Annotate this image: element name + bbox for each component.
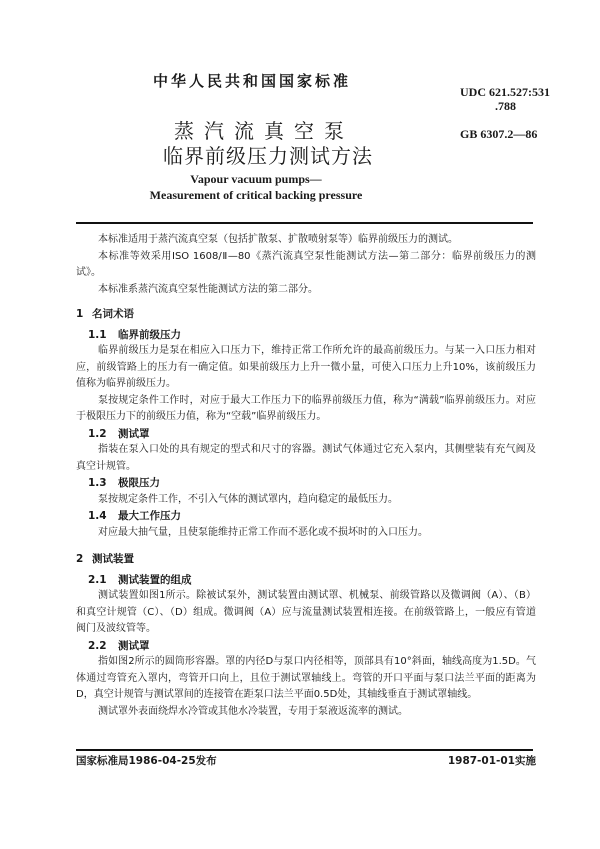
document-body xyxy=(76,232,536,720)
title-cn-line-1: 蒸汽流真空泵 xyxy=(174,119,354,143)
section-heading: 2 测试装置 xyxy=(76,553,134,565)
section-heading: 1 名词术语 xyxy=(76,308,134,320)
paragraph: 指如图2所示的圆筒形容器。罩的内径D与泵口内径相等，顶部具有10°斜面，轴线高度为1.5D。气体通过弯管充入罩内，弯管开口向上，且位于测试罩轴线上。弯管的开口平面与泵口法兰平面的距离为D，真空计规管与测试罩间的连接管在距泵口法兰平面0.5D处，其轴线垂直于测试罩轴线。 xyxy=(76,656,536,700)
national-standard-label: 中华人民共和国国家标准 xyxy=(152,72,351,90)
paragraph: 测试罩外表面绕焊水冷管或其他水冷装置，专用于泵液返流率的测试。 xyxy=(98,705,408,717)
standard-number: GB 6307.2—86 xyxy=(460,127,538,141)
title-en-line-1: Vapour vacuum pumps— xyxy=(190,172,322,186)
udc-line-2: .788 xyxy=(495,99,516,113)
bottom-rule xyxy=(76,749,533,751)
paragraph: 临界前级压力是泵在相应入口压力下，维持正常工作所允许的最高前级压力。与某一入口压力相对应，前级管路上的压力有一确定值。如果前级压力上升一微小量，可使入口压力上升10%，该前级压力值称为临界前级压力。 xyxy=(76,345,536,389)
udc-code xyxy=(460,85,550,113)
footer xyxy=(76,753,536,768)
title-cn-line-2: 临界前级压力测试方法 xyxy=(163,144,373,168)
paragraph: 对应最大抽气量，且使泵能维持正常工作而不恶化或不损坏时的入口压力。 xyxy=(98,526,428,538)
intro-paragraph: 本标准系蒸汽流真空泵性能测试方法的第二部分。 xyxy=(98,283,318,295)
subsection-heading: 1.2 测试罩 xyxy=(88,427,150,440)
udc-line-1: UDC 621.527:531 xyxy=(460,85,550,99)
subsection-heading: 2.1 测试装置的组成 xyxy=(88,573,192,586)
paragraph: 泵按规定条件工作，不引入气体的测试罩内，趋向稳定的最低压力。 xyxy=(98,493,398,505)
effective-date: 1987-01-01实施 xyxy=(447,755,536,767)
title-en-line-2: Measurement of critical backing pressure xyxy=(149,188,363,202)
paragraph: 泵按规定条件工作时，对应于最大工作压力下的临界前级压力值，称为“满载”临界前级压力。对应于极限压力下的前级压力值，称为“空载”临界前级压力。 xyxy=(76,394,536,422)
subsection-heading: 1.4 最大工作压力 xyxy=(88,510,181,522)
subsection-heading: 1.1 临界前级压力 xyxy=(88,328,181,341)
intro-paragraph: 本标准适用于蒸汽流真空泵（包括扩散泵、扩散喷射泵等）临界前级压力的测试。 xyxy=(98,234,458,245)
paragraph: 测试装置如图1所示。除被试泵外，测试装置由测试罩、机械泵、前级管路以及微调阀（A）、（B）和真空计规管（C）、（D）组成。微调阀（A）应与流量测试装置相连接。在前级管路上，一般应有管道阀门及波纹管等。 xyxy=(76,590,536,634)
issue-date: 国家标准局1986-04-25发布 xyxy=(76,755,217,767)
top-rule xyxy=(76,222,533,224)
intro-paragraph: 本标准等效采用ISO 1608/Ⅱ—80《蒸汽流真空泵性能测试方法—第二部分：临界前级压力的测试》。 xyxy=(76,250,536,278)
paragraph: 指装在泵入口处的具有规定的型式和尺寸的容器。测试气体通过它充入泵内，其侧壁装有充气阀及真空计规管。 xyxy=(76,444,536,472)
subsection-heading: 2.2 测试罩 xyxy=(88,639,150,652)
subsection-heading: 1.3 极限压力 xyxy=(88,477,160,489)
title-en xyxy=(0,171,556,203)
